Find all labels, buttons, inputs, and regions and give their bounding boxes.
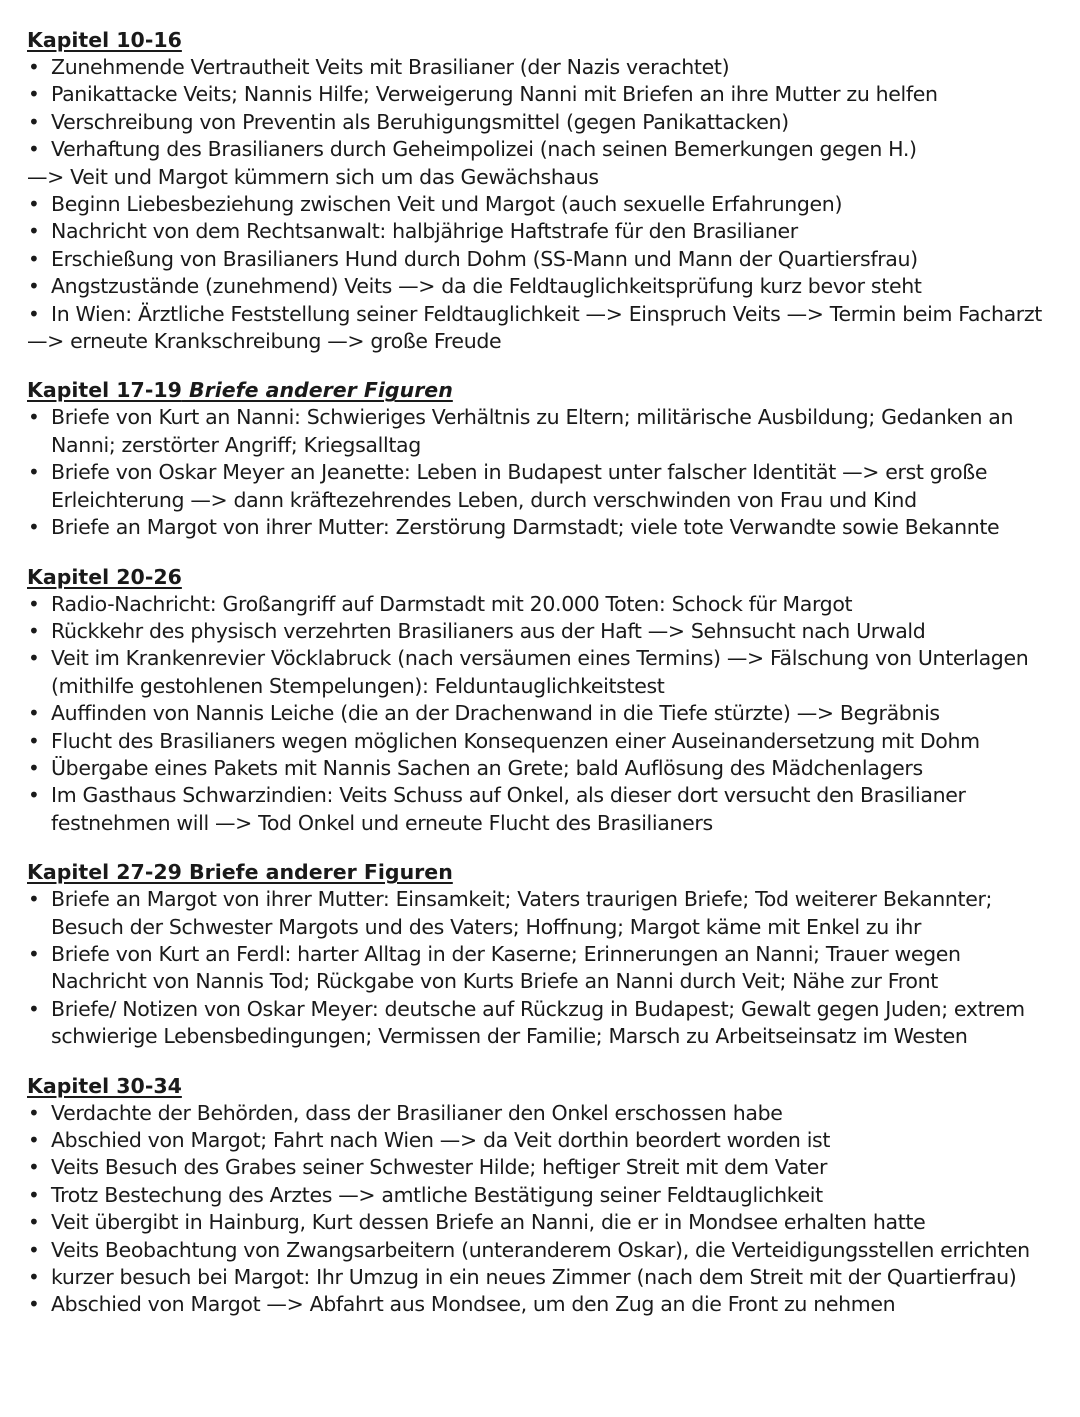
section-kapitel-30-34 bbox=[27, 1073, 1057, 1319]
heading-title: Kapitel 17-19 bbox=[27, 378, 182, 403]
bullet-item: • Beginn Liebesbeziehung zwischen Veit und Margot (auch sexuelle Erfahrungen) bbox=[27, 191, 1057, 218]
bullet-item: • Trotz Bestechung des Arztes —> amtliche Bestätigung seiner Feldtauglichkeit bbox=[27, 1182, 1057, 1209]
section-kapitel-17-19 bbox=[27, 377, 1057, 541]
section-heading bbox=[27, 27, 1057, 54]
bullet-item: • Veits Besuch des Grabes seiner Schwester Hilde; heftiger Streit mit dem Vater bbox=[27, 1154, 1057, 1181]
bullet-list bbox=[27, 591, 1057, 838]
bullet-list bbox=[27, 1100, 1057, 1319]
section-heading bbox=[27, 377, 1057, 404]
heading-subtitle: Briefe anderer Figuren bbox=[189, 378, 453, 403]
section-kapitel-10-16 bbox=[27, 27, 1057, 355]
heading-title: Kapitel 30-34 bbox=[27, 1073, 182, 1098]
section-heading bbox=[27, 1073, 1057, 1100]
bullet-item: • Veit im Krankenrevier Vöcklabruck (nach versäumen eines Termins) —> Fälschung von Unterlagen (mithilfe gestohlenen Stempelungen): Felduntauglichkeitstest bbox=[27, 645, 1057, 700]
document bbox=[27, 27, 1057, 1341]
section-kapitel-27-29 bbox=[27, 859, 1057, 1050]
bullet-item: • Verschreibung von Preventin als Beruhigungsmittel (gegen Panikattacken) bbox=[27, 109, 1057, 136]
heading-title: Kapitel 27-29 Briefe anderer Figuren bbox=[27, 860, 453, 885]
bullet-item: • Rückkehr des physisch verzehrten Brasilianers aus der Haft —> Sehnsucht nach Urwald bbox=[27, 618, 1057, 645]
continuation-line: —> Veit und Margot kümmern sich um das Gewächshaus bbox=[27, 164, 599, 189]
bullet-item: • Flucht des Brasilianers wegen möglichen Konsequenzen einer Auseinandersetzung mit Dohm bbox=[27, 728, 1057, 755]
bullet-item: • Zunehmende Vertrautheit Veits mit Brasilianer (der Nazis verachtet) bbox=[27, 54, 1057, 81]
bullet-item: • Briefe an Margot von ihrer Mutter: Einsamkeit; Vaters traurigen Briefe; Tod weiterer Bekannter; Besuch der Schwester Margots und des Vaters; Hoffnung; Margot käme mit Enkel zu ihr bbox=[27, 886, 1057, 941]
bullet-item: • Abschied von Margot; Fahrt nach Wien —> da Veit dorthin beordert worden ist bbox=[27, 1127, 1057, 1154]
bullet-item: • Auffinden von Nannis Leiche (die an der Drachenwand in die Tiefe stürzte) —> Begräbnis bbox=[27, 700, 1057, 727]
bullet-list bbox=[27, 404, 1057, 541]
bullet-item: • Radio-Nachricht: Großangriff auf Darmstadt mit 20.000 Toten: Schock für Margot bbox=[27, 591, 1057, 618]
bullet-item: • Briefe von Kurt an Nanni: Schwieriges Verhältnis zu Eltern; militärische Ausbildung; Gedanken an Nanni; zerstörter Angriff; Kriegsalltag bbox=[27, 404, 1057, 459]
bullet-item: • Veit übergibt in Hainburg, Kurt dessen Briefe an Nanni, die er in Mondsee erhalten hatte bbox=[27, 1209, 1057, 1236]
section-kapitel-20-26 bbox=[27, 564, 1057, 838]
bullet-item: • Verhaftung des Brasilianers durch Geheimpolizei (nach seinen Bemerkungen gegen H.) bbox=[27, 136, 1057, 163]
bullet-item: • Angstzustände (zunehmend) Veits —> da die Feldtauglichkeitsprüfung kurz bevor steht bbox=[27, 273, 1057, 300]
bullet-item: • Im Gasthaus Schwarzindien: Veits Schuss auf Onkel, als dieser dort versucht den Brasilianer festnehmen will —> Tod Onkel und erneute Flucht des Brasilianers bbox=[27, 782, 1057, 837]
bullet-item: • In Wien: Ärztliche Feststellung seiner Feldtauglichkeit —> Einspruch Veits —> Termin beim Facharzt bbox=[27, 301, 1057, 328]
bullet-item: • kurzer besuch bei Margot: Ihr Umzug in ein neues Zimmer (nach dem Streit mit der Quartierfrau) bbox=[27, 1264, 1057, 1291]
bullet-item: • Panikattacke Veits; Nannis Hilfe; Verweigerung Nanni mit Briefen an ihre Mutter zu helfen bbox=[27, 81, 1057, 108]
continuation-line: —> erneute Krankschreibung —> große Freude bbox=[27, 329, 502, 354]
bullet-item: • Nachricht von dem Rechtsanwalt: halbjährige Haftstrafe für den Brasilianer bbox=[27, 218, 1057, 245]
bullet-item: • Briefe/ Notizen von Oskar Meyer: deutsche auf Rückzug in Budapest; Gewalt gegen Juden; extrem schwierige Lebensbedingungen; Vermissen der Familie; Marsch zu Arbeitseinsatz im Westen bbox=[27, 996, 1057, 1051]
section-heading bbox=[27, 564, 1057, 591]
bullet-item: • Briefe von Oskar Meyer an Jeanette: Leben in Budapest unter falscher Identität —> erst große Erleichterung —> dann kräftezehrendes Leben, durch verschwinden von Frau und Kind bbox=[27, 459, 1057, 514]
bullet-item: • Übergabe eines Pakets mit Nannis Sachen an Grete; bald Auflösung des Mädchenlagers bbox=[27, 755, 1057, 782]
bullet-item: • Abschied von Margot —> Abfahrt aus Mondsee, um den Zug an die Front zu nehmen bbox=[27, 1291, 1057, 1318]
bullet-item: • Erschießung von Brasilianers Hund durch Dohm (SS-Mann und Mann der Quartiersfrau) bbox=[27, 246, 1057, 273]
bullet-list bbox=[27, 54, 1057, 355]
heading-title: Kapitel 10-16 bbox=[27, 28, 182, 52]
heading-title: Kapitel 20-26 bbox=[27, 564, 182, 589]
section-heading bbox=[27, 859, 1057, 886]
bullet-item: • Briefe an Margot von ihrer Mutter: Zerstörung Darmstadt; viele tote Verwandte sowie Bekannte bbox=[27, 514, 1057, 541]
bullet-item: • Briefe von Kurt an Ferdl: harter Alltag in der Kaserne; Erinnerungen an Nanni; Trauer wegen Nachricht von Nannis Tod; Rückgabe von Kurts Briefe an Nanni durch Veit; Nähe zur Front bbox=[27, 941, 1057, 996]
bullet-list bbox=[27, 886, 1057, 1050]
bullet-item: • Verdachte der Behörden, dass der Brasilianer den Onkel erschossen habe bbox=[27, 1100, 1057, 1127]
bullet-item: • Veits Beobachtung von Zwangsarbeitern (unteranderem Oskar), die Verteidigungsstellen errichten bbox=[27, 1237, 1057, 1264]
